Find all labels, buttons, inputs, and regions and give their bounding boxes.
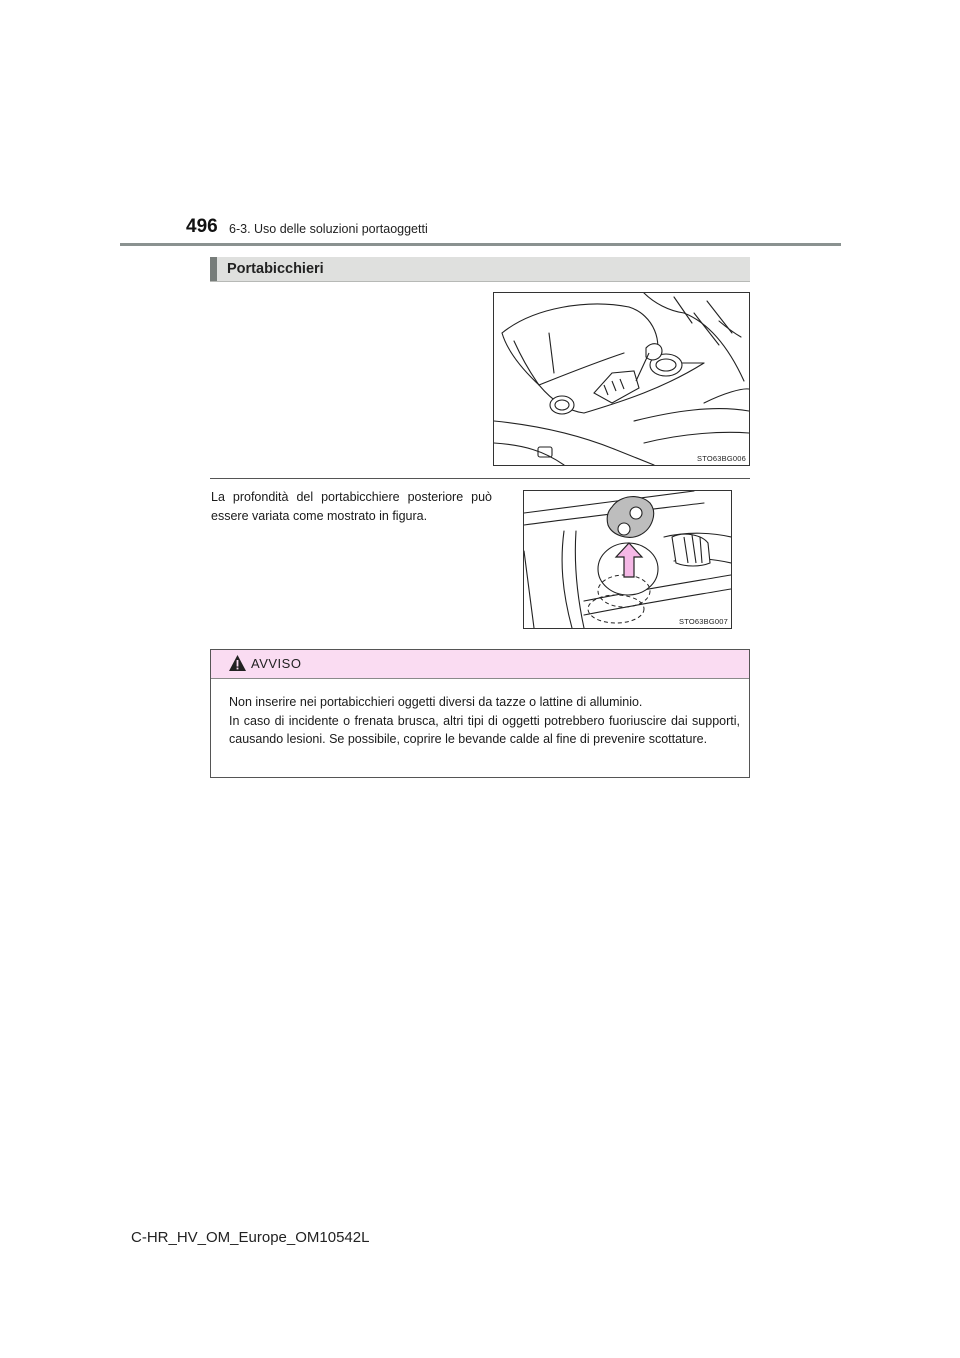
body-paragraph: La profondità del portabicchiere posteriore può essere variata come mostrato in figura. (211, 490, 492, 523)
header-rule (120, 243, 841, 246)
cup-holder-drawing (494, 293, 749, 465)
cup-holder-illustration (493, 292, 750, 466)
warning-triangle-icon (228, 654, 247, 672)
section-label: 6-3. Uso delle soluzioni portaoggetti (229, 222, 428, 236)
footer-doc-id: C-HR_HV_OM_Europe_OM10542L (131, 1229, 370, 1246)
figure-code: STO63BG006 (697, 454, 746, 463)
page-number: 496 (186, 216, 218, 237)
warning-text (229, 693, 740, 749)
section-divider (210, 478, 750, 479)
section-heading-bar (210, 257, 750, 282)
cup-holder-depth-drawing (524, 491, 731, 628)
warning-title: AVVISO (251, 656, 302, 671)
warning-box (210, 649, 750, 778)
warning-line: Non inserire nei portabicchieri oggetti diversi da tazze o lattine di alluminio. (229, 695, 643, 709)
section-title: Portabicchieri (227, 261, 324, 277)
cup-holder-depth-illustration (523, 490, 732, 629)
figure-code: STO63BG007 (679, 617, 728, 626)
warning-line: In caso di incidente o frenata brusca, altri tipi di oggetti potrebbero fuoriuscire dai supporti, causando lesioni. Se possibile, coprire le bevande calde al fine di prevenire scottature. (229, 713, 740, 746)
warning-header (211, 650, 749, 679)
section-heading-accent (210, 257, 217, 281)
